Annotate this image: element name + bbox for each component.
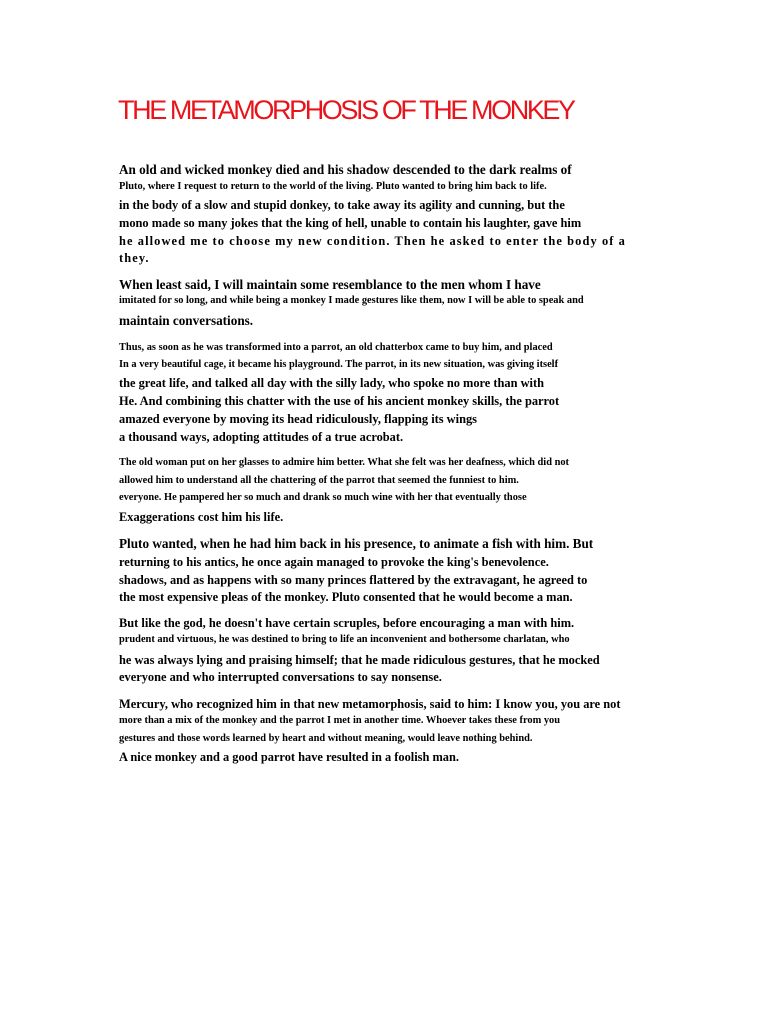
text-line: more than a mix of the monkey and the parrot I met in another time. Whoever takes these from you [119, 715, 560, 726]
text-line: mono made so many jokes that the king of hell, unable to contain his laughter, gave him [119, 216, 582, 230]
text-line: a thousand ways, adopting attitudes of a true acrobat. [119, 430, 404, 444]
text-line: returning to his antics, he once again managed to provoke the king's benevolence. [119, 555, 549, 569]
text-line: prudent and virtuous, he was destined to bring to life an inconvenient and bothersome charlatan, who [119, 634, 570, 645]
text-line: the great life, and talked all day with the silly lady, who spoke no more than with [119, 376, 544, 390]
text-line: A nice monkey and a good parrot have resulted in a foolish man. [119, 750, 459, 764]
text-line: Exaggerations cost him his life. [119, 510, 284, 524]
text-line: The old woman put on her glasses to admire him better. What she felt was her deafness, which did not [119, 457, 570, 468]
text-line: gestures and those words learned by heart and without meaning, would leave nothing behind. [119, 733, 533, 744]
text-line: Pluto wanted, when he had him back in his presence, to animate a fish with him. But [119, 536, 594, 551]
text-line: in the body of a slow and stupid donkey, to take away its agility and cunning, but the [119, 198, 565, 212]
text-line: Mercury, who recognized him in that new metamorphosis, said to him: I know you, you are not [119, 697, 621, 711]
text-line: everyone and who interrupted conversations to say nonsense. [119, 670, 442, 684]
text-line: Pluto, where I request to return to the world of the living. Pluto wanted to bring him back to life. [119, 181, 547, 192]
text-line: the most expensive pleas of the monkey. Pluto consented that he would become a man. [119, 590, 573, 604]
text-line: he was always lying and praising himself; that he made ridiculous gestures, that he mocked [119, 653, 600, 667]
document-title: THE METAMORPHOSIS OF THE MONKEY [118, 95, 574, 125]
text-line: they. [119, 251, 150, 265]
text-line: Thus, as soon as he was transformed into a parrot, an old chatterbox came to buy him, and placed [119, 342, 553, 353]
text-line: In a very beautiful cage, it became his playground. The parrot, in its new situation, was giving itself [119, 359, 559, 370]
text-line: shadows, and as happens with so many princes flattered by the extravagant, he agreed to [119, 573, 588, 587]
text-line: He. And combining this chatter with the use of his ancient monkey skills, the parrot [119, 394, 560, 408]
text-line: maintain conversations. [119, 313, 254, 328]
text-line: everyone. He pampered her so much and drank so much wine with her that eventually those [119, 492, 527, 503]
text-line: allowed him to understand all the chattering of the parrot that seemed the funniest to him. [119, 475, 519, 486]
text-line: he allowed me to choose my new condition. Then he asked to enter the body of a [119, 234, 626, 248]
text-line: An old and wicked monkey died and his shadow descended to the dark realms of [119, 162, 572, 177]
text-line: When least said, I will maintain some resemblance to the men whom I have [119, 277, 541, 292]
text-line: But like the god, he doesn't have certain scruples, before encouraging a man with him. [119, 616, 575, 630]
text-line: amazed everyone by moving its head ridiculously, flapping its wings [119, 412, 477, 426]
text-line: imitated for so long, and while being a monkey I made gestures like them, now I will be able to speak and [119, 295, 584, 306]
